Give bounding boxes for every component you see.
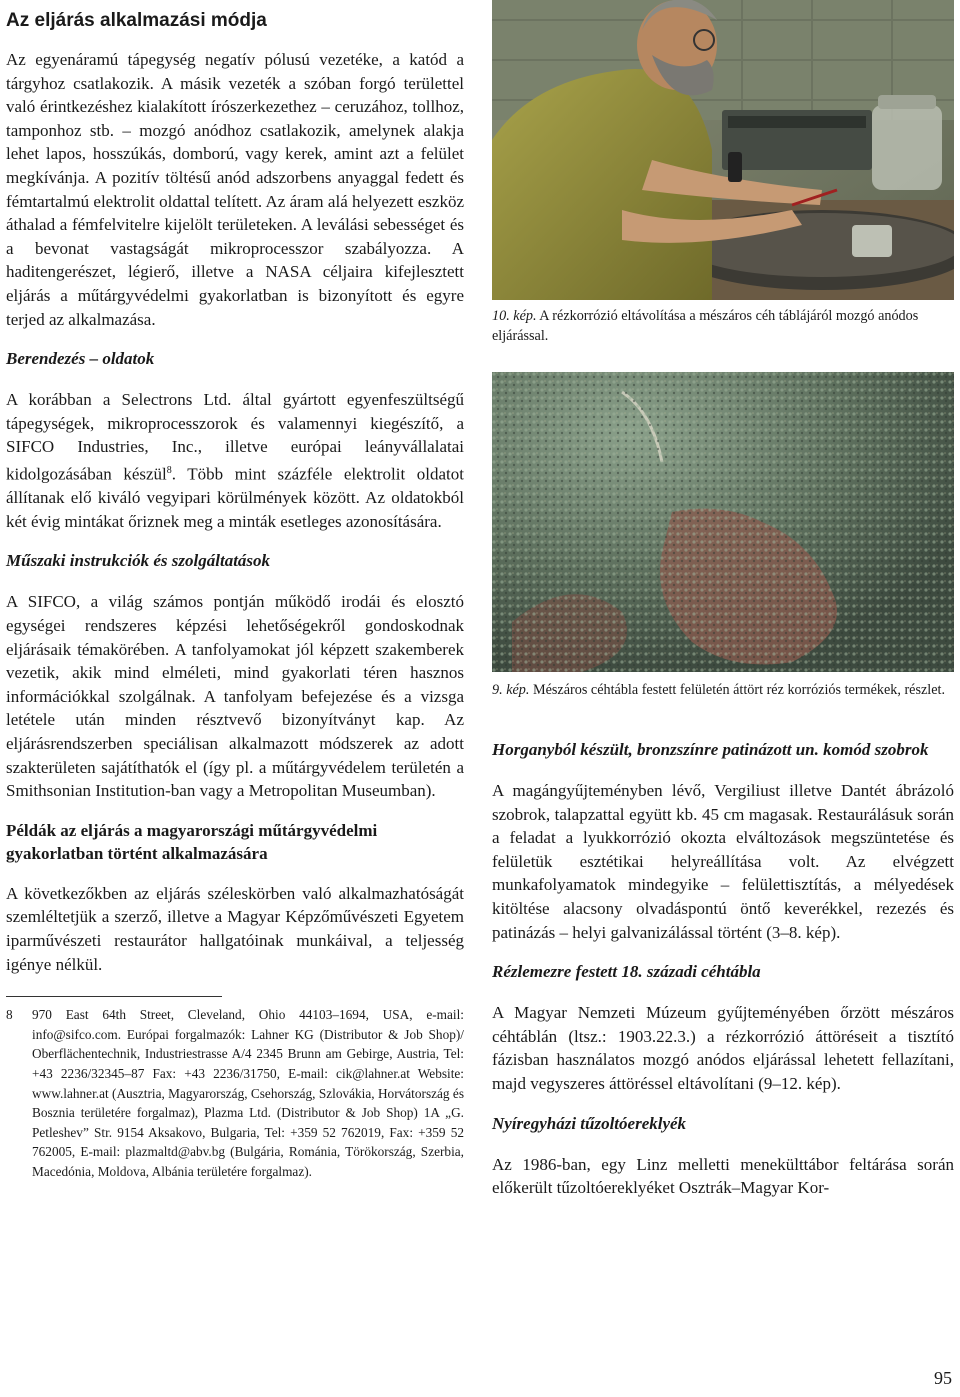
- figure-10-number: 10. kép.: [492, 308, 537, 324]
- paragraph-firefighter-relics: Az 1986-ban, egy Linz melletti menekülttábor feltárása során előkerült tűzoltóereklyéket Osztrák–Magyar Kor-: [492, 1154, 954, 1198]
- photo-corrosion-detail-image: [492, 372, 954, 672]
- paragraph-zinc-statues: A magángyűjteményben lévő, Vergiliust illetve Dantét ábrázoló szobrok, talapzattal együtt kb. 45 cm magasak. Restaurálásuk során a feladat a lyukkorrózió okozta elváltozások megszüntetése és felületük esztétikai helyreállítása volt. Az elvégzett munkafolyamatok mindegyike – felülettisztítás, a mélyedések kitöltése alacsony olvadáspontú öntő keverékkel, rezezés és patinázás – helyi galvanizálással történt (3–8. kép).: [492, 781, 954, 942]
- figure-10-caption-text: A rézkorrózió eltávolítása a mészáros céh táblájáról mozgó anódos eljárással.: [492, 308, 919, 344]
- photo-workshop-image: [492, 0, 954, 300]
- paragraph-instructions: A SIFCO, a világ számos pontján működő irodái és elosztó egységei rendszeres képzési lehetőségekről gondoskodnak eljárásaik témakörében. A tanfolyamokat jól képzett szakemberek vezetik, akik mind elméleti, mind gyakorlati téren hasznos információkkal szolgálnak. A tanfolyam befejezése és a vizsga letétele után minden résztvevő bizonyítványt kap. Az eljárásrendszerben speciálisan alkalmazott módszerek az adott szakterületen sajátíthatók el (így pl. a műtárgyvédelem területén a Smithsonian Institution-ban vagy a Metropolitan Museumban).: [6, 592, 464, 801]
- section-heading-guild-board: Rézlemezre festett 18. századi céhtábla: [492, 962, 761, 982]
- section-heading-instructions: Műszaki instrukciók és szolgáltatások: [6, 551, 271, 571]
- paragraph-guild-board: A Magyar Nemzeti Múzeum gyűjteményében őrzött mészáros céhtáblán (ltsz.: 1903.22.3.) a rézkorrózió áttöréseit a tisztító fázisban használatos mozgó anódos eljárással lehetett fellazítani, majd vegyszeres áttöréssel eltávolítani (9–12. kép).: [492, 1003, 954, 1093]
- footnote-divider: [6, 996, 222, 997]
- right-column: [492, 0, 954, 1200]
- page-number: 95: [934, 1368, 952, 1388]
- footnote-number: 8: [6, 1007, 13, 1023]
- section-heading-examples: Példák az eljárás a magyarországi műtárgyvédelmi gyakorlatban történt alkalmazására: [6, 820, 378, 864]
- section-heading-equipment: Berendezés – oldatok: [6, 349, 155, 369]
- paragraph-examples: A következőkben az eljárás széleskörben való alkalmazhatóságát szemléltetjük a szerző, illetve a Magyar Képzőművészeti Egyetem iparművészeti restaurátor hallgatóinak munkáival, a teljesség igénye nélkül.: [6, 883, 464, 974]
- left-column: [6, 6, 464, 1182]
- figure-9-caption: [492, 680, 954, 700]
- paragraph-method: Az egyenáramú tápegység negatív pólusú vezetéke, a katód a tárgyhoz csatlakozik. A másik vezeték a szóban forgó területtel való érintkezéshez kialakított írószerkezethez – ceruzához, tollhoz, tamponhoz stb. – mozgó anódhoz csatlakozik, amelynek alakja lehet lapos, hosszúkás, domború, vagy kerek, amint azt a felület megkívánja. A pozitív töltésű anód adszorbens anyaggal fedett és fémtartalmú elektrolit oldattal telített. Az áram alá helyezett eszköz áthalad a fémfelvitelre kijelölt területeken. A leválási sebességet és a bevonat vastagságát mikroprocesszor szabályozza. A haditengerészet, légierő, illetve a NASA céljaira kifejlesztett eljárás a műtárgyvédelmi gyakorlatban is bizonyított és egyre terjed az alkalmazása.: [6, 50, 464, 329]
- footnote-text: 970 East 64th Street, Cleveland, Ohio 44103–1694, USA, e-mail: info@sifco.com. Európai forgalmazók: Lahner KG (Distributor & Job Shop)/ Oberflächentechnik, Industriestrasse A/4 2345 Brunn am Gebirge, Austria, Tel: +43 2236/32345–87 Fax: +43 2236/31750, E-mail: cik@lahner.at Website: www.lahner.at (Ausztria, Magyarország, Csehország, Szlovákia, Horvátország és Bosznia területére forgalmaz), Plazma Ltd. (Distributor & Job Shop) 1A „G. Petleshev” Str. 9154 Aksakovo, Bulgaria, Tel: +359 52 762019, Fax: +359 52 762005, E-mail: plazmaltd@abv.bg (Bulgária, Románia, Törökország, Szerbia, Macedónia, Moldova, Albánia területére forgalmaz).: [32, 1007, 464, 1179]
- paragraph-equipment-part1: A korábban a Selectrons Ltd. által gyártott egyenfeszültségű tápegységek, mikroprocesszorok és valamennyi kiegészítő, a SIFCO Industries, Inc., illetve európai leányvállalatai kidolgozásában készül: [6, 390, 464, 484]
- figure-9-number: 9. kép.: [492, 682, 530, 698]
- paragraph-equipment-part2: . Több mint százféle elektrolit oldatot állítanak elő kiváló vegyipari körülmények között. Az oldatokból két évig mintákat őriznek meg a minták esetleges azonosítására.: [6, 464, 464, 531]
- figure-10-caption: [492, 306, 954, 346]
- paragraph-equipment: [6, 388, 464, 533]
- figure-9-photo: [492, 372, 954, 672]
- footnote: [6, 1005, 464, 1181]
- section-heading-method: Az eljárás alkalmazási módja: [6, 10, 267, 31]
- footnote-reference: 8: [166, 464, 172, 476]
- section-heading-firefighter-relics: Nyíregyházi tűzoltóereklyék: [492, 1113, 687, 1133]
- figure-10-photo: [492, 0, 954, 300]
- figure-9-caption-text: Mészáros céhtábla festett felületén áttört réz korróziós termékek, részlet.: [529, 682, 946, 698]
- section-heading-zinc-statues: Horganyból készült, bronzszínre patinázott un. komód szobrok: [492, 740, 929, 759]
